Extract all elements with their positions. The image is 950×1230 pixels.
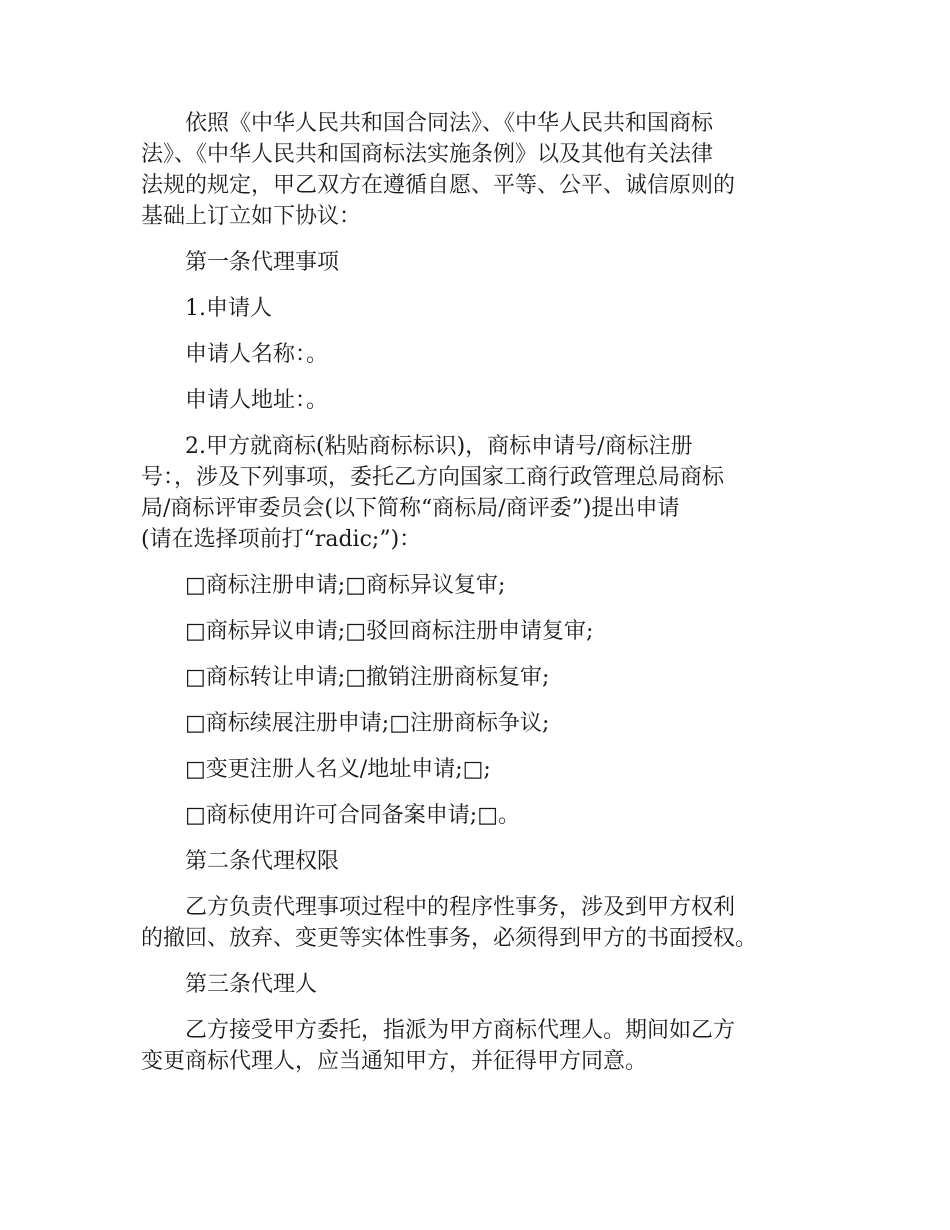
text-line: 2.甲方就商标(粘贴商标标识)，商标申请号/商标注册 [185, 434, 693, 459]
applicant-heading [141, 293, 821, 324]
article-1-heading [141, 247, 821, 278]
article-3-body [141, 1015, 821, 1077]
option-line [141, 754, 821, 785]
text-line: (请在选择项前打“radic;”)： [141, 527, 422, 552]
option-line [141, 662, 821, 693]
article-3-heading [141, 969, 821, 1000]
text-line: 乙方负责代理事项过程中的程序性事务，涉及到甲方权利 [185, 895, 736, 920]
preamble-paragraph [141, 108, 821, 232]
option-line [141, 708, 821, 739]
text-line: 1.申请人 [185, 296, 272, 321]
text-line: 第一条代理事项 [185, 250, 340, 275]
option-line [141, 570, 821, 601]
text-line: 申请人地址：。 [185, 388, 329, 413]
document-page [141, 108, 821, 1092]
text-line: □商标续展注册申请;□注册商标争议; [185, 711, 550, 736]
text-line: 变更商标代理人，应当通知甲方，并征得甲方同意。 [141, 1049, 648, 1074]
text-line: □商标异议申请;□驳回商标注册申请复审; [185, 619, 594, 644]
trademark-matters-paragraph [141, 431, 821, 555]
text-line: 乙方接受甲方委托，指派为甲方商标代理人。期间如乙方 [185, 1018, 736, 1043]
text-line: 号：，涉及下列事项，委托乙方向国家工商行政管理总局商标 [141, 465, 725, 490]
text-line: 法》、《中华人民共和国商标法实施条例》以及其他有关法律 [141, 142, 714, 167]
text-line: 第三条代理人 [185, 972, 318, 997]
text-line: 法规的规定，甲乙双方在遵循自愿、平等、公平、诚信原则的 [141, 173, 736, 198]
article-2-body [141, 892, 821, 954]
text-line: □商标注册申请;□商标异议复审; [185, 573, 506, 598]
text-line: □变更注册人名义/地址申请;□; [185, 757, 491, 782]
text-line: □商标使用许可合同备案申请;□。 [185, 803, 520, 828]
text-line: 局/商标评审委员会(以下简称“商标局/商评委”)提出申请 [141, 496, 680, 521]
text-line: □商标转让申请;□撤销注册商标复审; [185, 665, 550, 690]
text-line: 基础上订立如下协议： [141, 204, 362, 229]
applicant-name-line [141, 339, 821, 370]
applicant-address-line [141, 385, 821, 416]
article-2-heading [141, 846, 821, 877]
text-line: 的撤回、放弃、变更等实体性事务，必须得到甲方的书面授权。 [141, 926, 758, 951]
text-line: 第二条代理权限 [185, 849, 340, 874]
option-line [141, 800, 821, 831]
option-line [141, 616, 821, 647]
text-line: 申请人名称：。 [185, 342, 329, 367]
text-line: 依照《中华人民共和国合同法》、《中华人民共和国商标 [185, 111, 714, 136]
